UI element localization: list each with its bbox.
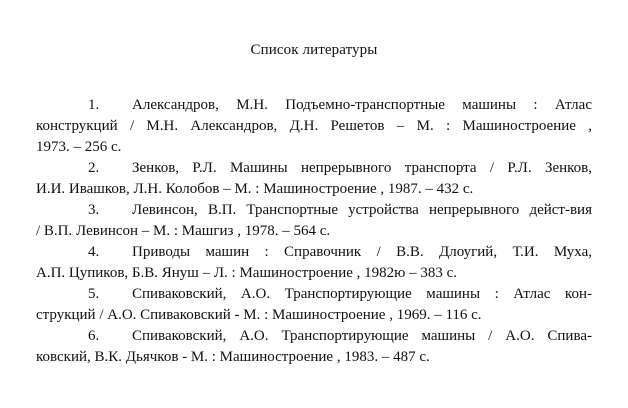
reference-5-text-1: Спиваковский, А.О. Транспортирующие машины : Атлас кон- xyxy=(132,286,592,302)
reference-2-text-1: Зенков, Р.Л. Машины непрерывного транспорта / Р.Л. Зенков, xyxy=(132,160,592,176)
reference-3-number: 3. xyxy=(88,202,100,218)
page-title: Список литературы xyxy=(250,42,378,58)
reference-3-line-2: / В.П. Левинсон – М. : Машгиз , 1978. – 564 с. xyxy=(36,223,331,239)
reference-3-line-1 xyxy=(36,200,592,221)
reference-6-line-2: ковский, В.К. Дьячков - М. : Машиностроение , 1983. – 487 с. xyxy=(36,349,430,365)
reference-3-text-1: Левинсон, В.П. Транспортные устройства непрерывного дейст-вия xyxy=(132,202,592,218)
reference-5-line-1 xyxy=(36,284,592,305)
reference-4-number: 4. xyxy=(88,244,100,260)
reference-list xyxy=(36,95,592,368)
reference-5-line-2: струкций / А.О. Спиваковский - М. : Машиностроение , 1969. – 116 с. xyxy=(36,307,482,323)
reference-5-number: 5. xyxy=(88,286,100,302)
reference-1-text-1: Александров, М.Н. Подъемно-транспортные машины : Атлас xyxy=(132,97,592,113)
reference-6-text-1: Спиваковский, А.О. Транспортирующие машины / А.О. Спива- xyxy=(132,328,592,344)
reference-6-number: 6. xyxy=(88,328,100,344)
reference-1-line-1 xyxy=(36,95,592,116)
reference-2-line-2: И.И. Ивашков, Л.Н. Колобов – М. : Машиностроение , 1987. – 432 с. xyxy=(36,181,474,197)
reference-2-line-1 xyxy=(36,158,592,179)
reference-4-line-1 xyxy=(36,242,592,263)
reference-4-text-1: Приводы машин : Справочник / В.В. Длоугий, Т.И. Муха, xyxy=(132,244,592,260)
reference-1-number: 1. xyxy=(88,97,100,113)
reference-4-line-2: А.П. Цупиков, Б.В. Януш – Л. : Машиностроение , 1982ю – 383 с. xyxy=(36,265,457,281)
reference-1-line-2: конструкций / М.Н. Александров, Д.Н. Решетов – М. : Машиностроение , xyxy=(36,118,592,134)
reference-1-line-3: 1973. – 256 с. xyxy=(36,139,122,155)
reference-6-line-1 xyxy=(36,326,592,347)
reference-2-number: 2. xyxy=(88,160,100,176)
